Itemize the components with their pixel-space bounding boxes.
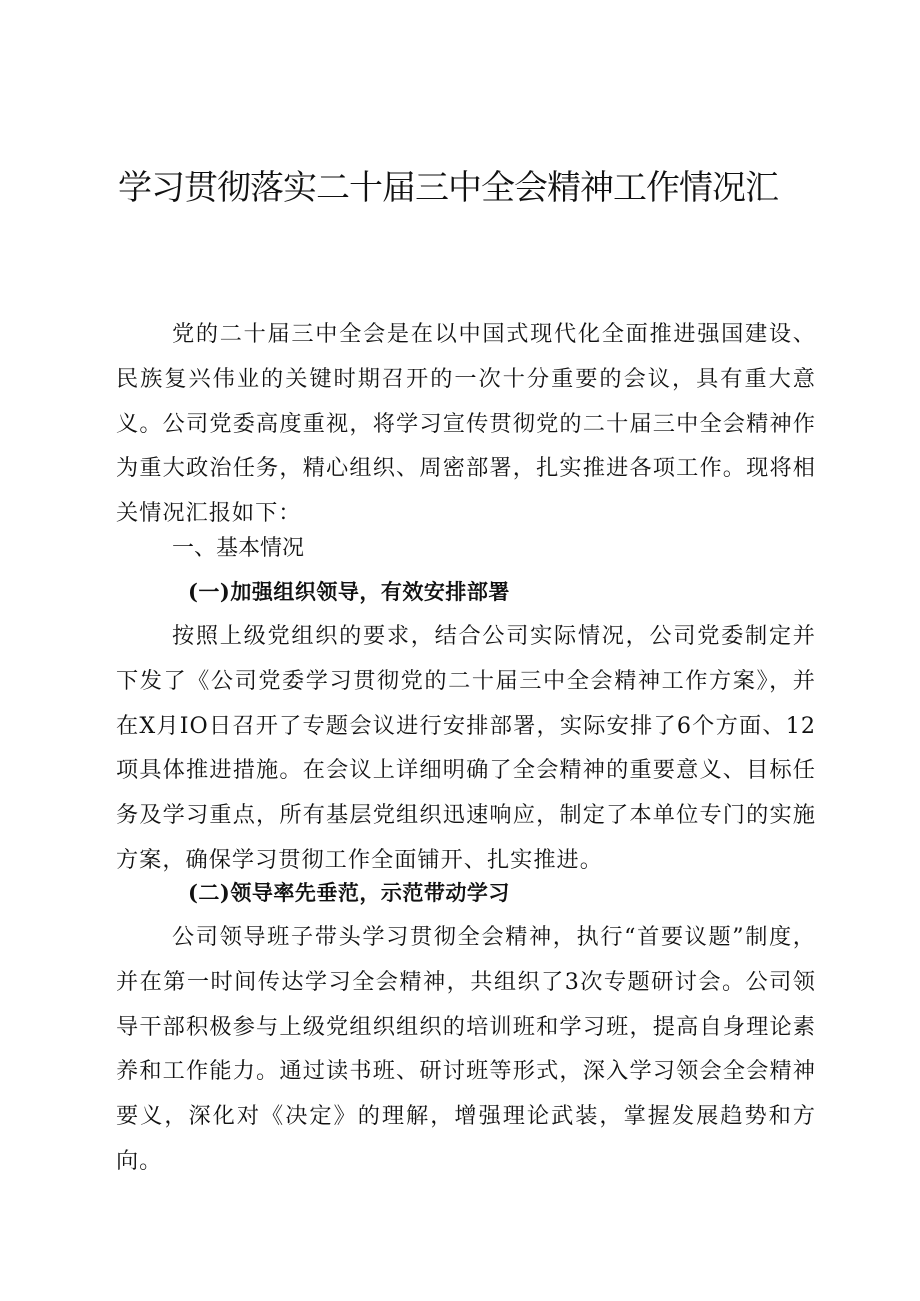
subsection-heading-leadership: (二)领导率先垂范，示范带动学习 (188, 880, 510, 905)
section-heading-basic-situation: 一、基本情况 (172, 536, 305, 561)
document-title: 学习贯彻落实二十届三中全会精神工作情况汇 (118, 168, 778, 208)
subsection-paragraph-leadership: 公司领导班子带头学习贯彻全会精神，执行“首要议题”制度，并在第一时间传达学习全会精神，共组织了3次专题研讨会。公司领导干部积极参与上级党组织组织的培训班和学习班，提高自身理论素养和工作能力。通过读书班、研讨班等形式，深入学习领会全会精神要义，深化对《决定》的理解，增强理论武装，掌握发展趋势和方向。 (116, 924, 816, 1174)
subsection-heading-organization: (一)加强组织领导，有效安排部署 (188, 579, 510, 604)
intro-paragraph: 党的二十届三中全会是在以中国式现代化全面推进强国建设、民族复兴伟业的关键时期召开的一次十分重要的会议，具有重大意义。公司党委高度重视，将学习宣传贯彻党的二十届三中全会精神作为重大政治任务，精心组织、周密部署，扎实推进各项工作。现将相关情况汇报如下： (116, 321, 816, 527)
subsection-paragraph-organization: 按照上级党组织的要求，结合公司实际情况，公司党委制定并下发了《公司党委学习贯彻党的二十届三中全会精神工作方案》，并在X月IO日召开了专题会议进行安排部署，实际安排了6个方面、12项具体推进措施。在会议上详细明确了全会精神的重要意义、目标任务及学习重点，所有基层党组织迅速响应，制定了本单位专门的实施方案，确保学习贯彻工作全面铺开、扎实推进。 (116, 623, 816, 873)
